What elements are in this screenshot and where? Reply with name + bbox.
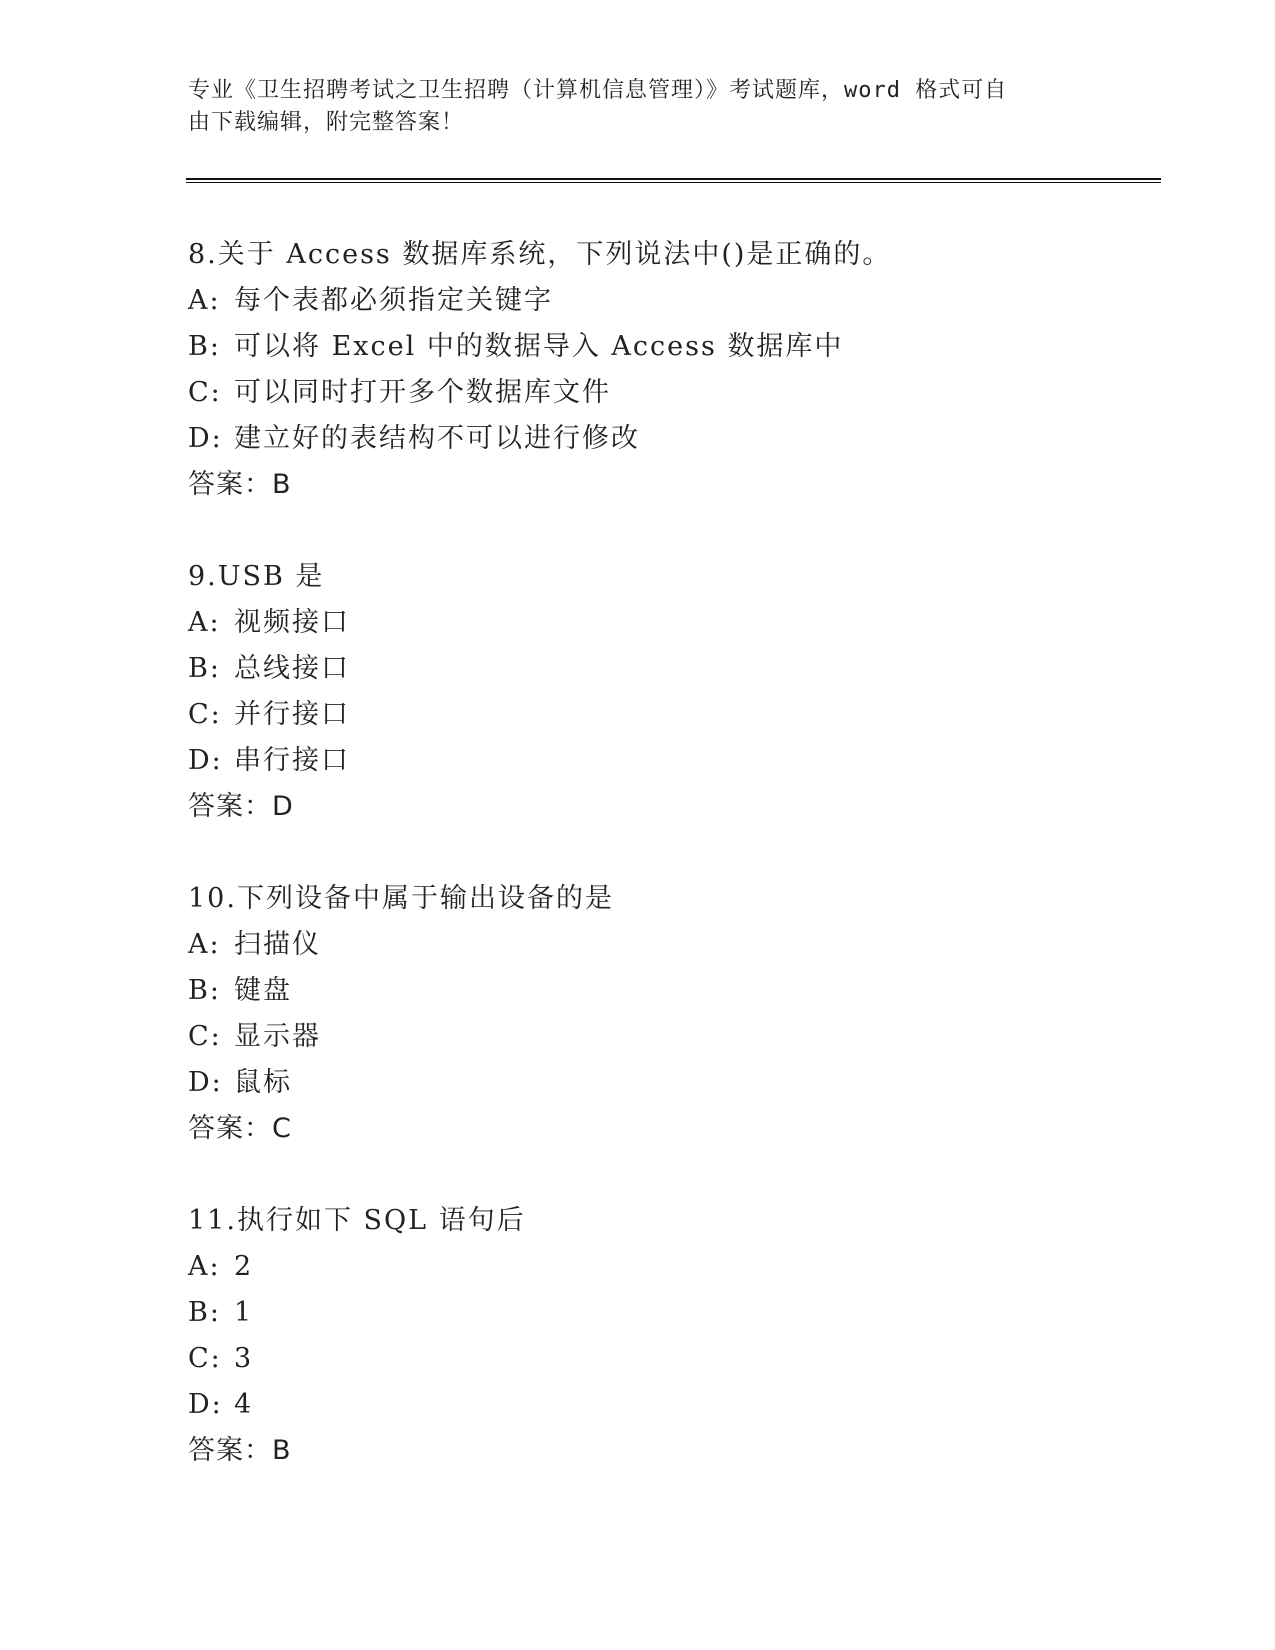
header-divider-thin xyxy=(186,182,1161,183)
option-label: B: xyxy=(188,975,221,1006)
option-text: 显示器 xyxy=(234,1021,321,1052)
option-text: 每个表都必须指定关键字 xyxy=(234,285,553,316)
option-text: 可以将 Excel 中的数据导入 Access 数据库中 xyxy=(234,331,844,362)
option-label: B: xyxy=(188,653,221,684)
answer-line: 答案：B xyxy=(188,1435,292,1466)
question-10 xyxy=(188,876,1148,1152)
option-d xyxy=(188,1382,1148,1428)
question-stem: 9.USB 是 xyxy=(188,561,325,592)
option-label: B: xyxy=(188,1297,221,1328)
option-text: 并行接口 xyxy=(234,699,350,730)
option-b xyxy=(188,324,1148,370)
option-c xyxy=(188,1336,1148,1382)
question-stem: 8.关于 Access 数据库系统，下列说法中()是正确的。 xyxy=(188,239,892,270)
option-text: 3 xyxy=(234,1343,254,1374)
option-label: A: xyxy=(188,1251,221,1282)
option-c xyxy=(188,692,1148,738)
option-d xyxy=(188,416,1148,462)
option-label: A: xyxy=(188,929,221,960)
document-header xyxy=(188,75,1088,139)
option-label: D: xyxy=(188,1067,223,1098)
option-label: C: xyxy=(188,1021,222,1052)
answer-line: 答案：D xyxy=(188,791,294,822)
header-line-1: 专业《卫生招聘考试之卫生招聘（计算机信息管理）》考试题库，word 格式可自 xyxy=(188,78,1008,103)
option-text: 1 xyxy=(234,1297,254,1328)
question-11 xyxy=(188,1198,1148,1474)
header-line-2: 由下载编辑，附完整答案！ xyxy=(188,110,465,135)
option-text: 鼠标 xyxy=(234,1067,292,1098)
option-label: D: xyxy=(188,1389,223,1420)
option-label: C: xyxy=(188,1343,222,1374)
option-text: 串行接口 xyxy=(234,745,350,776)
question-stem: 11.执行如下 SQL 语句后 xyxy=(188,1205,526,1236)
question-stem: 10.下列设备中属于输出设备的是 xyxy=(188,883,614,914)
option-label: D: xyxy=(188,745,223,776)
answer-line: 答案：B xyxy=(188,469,292,500)
option-label: B: xyxy=(188,331,221,362)
option-label: C: xyxy=(188,699,222,730)
option-a xyxy=(188,922,1148,968)
option-text: 可以同时打开多个数据库文件 xyxy=(234,377,611,408)
question-list xyxy=(188,232,1148,1520)
option-text: 扫描仪 xyxy=(234,929,321,960)
option-b xyxy=(188,1290,1148,1336)
option-label: A: xyxy=(188,285,221,316)
option-text: 2 xyxy=(234,1251,254,1282)
option-a xyxy=(188,1244,1148,1290)
option-label: D: xyxy=(188,423,223,454)
option-d xyxy=(188,1060,1148,1106)
option-d xyxy=(188,738,1148,784)
option-label: A: xyxy=(188,607,221,638)
option-a xyxy=(188,600,1148,646)
option-a xyxy=(188,278,1148,324)
question-8 xyxy=(188,232,1148,508)
question-9 xyxy=(188,554,1148,830)
option-text: 4 xyxy=(234,1389,254,1420)
option-b xyxy=(188,646,1148,692)
option-text: 总线接口 xyxy=(234,653,350,684)
option-label: C: xyxy=(188,377,222,408)
option-c xyxy=(188,1014,1148,1060)
answer-line: 答案：C xyxy=(188,1113,292,1144)
option-text: 键盘 xyxy=(234,975,292,1006)
option-c xyxy=(188,370,1148,416)
option-text: 建立好的表结构不可以进行修改 xyxy=(234,423,640,454)
option-text: 视频接口 xyxy=(234,607,350,638)
header-divider-thick xyxy=(186,178,1161,180)
option-b xyxy=(188,968,1148,1014)
